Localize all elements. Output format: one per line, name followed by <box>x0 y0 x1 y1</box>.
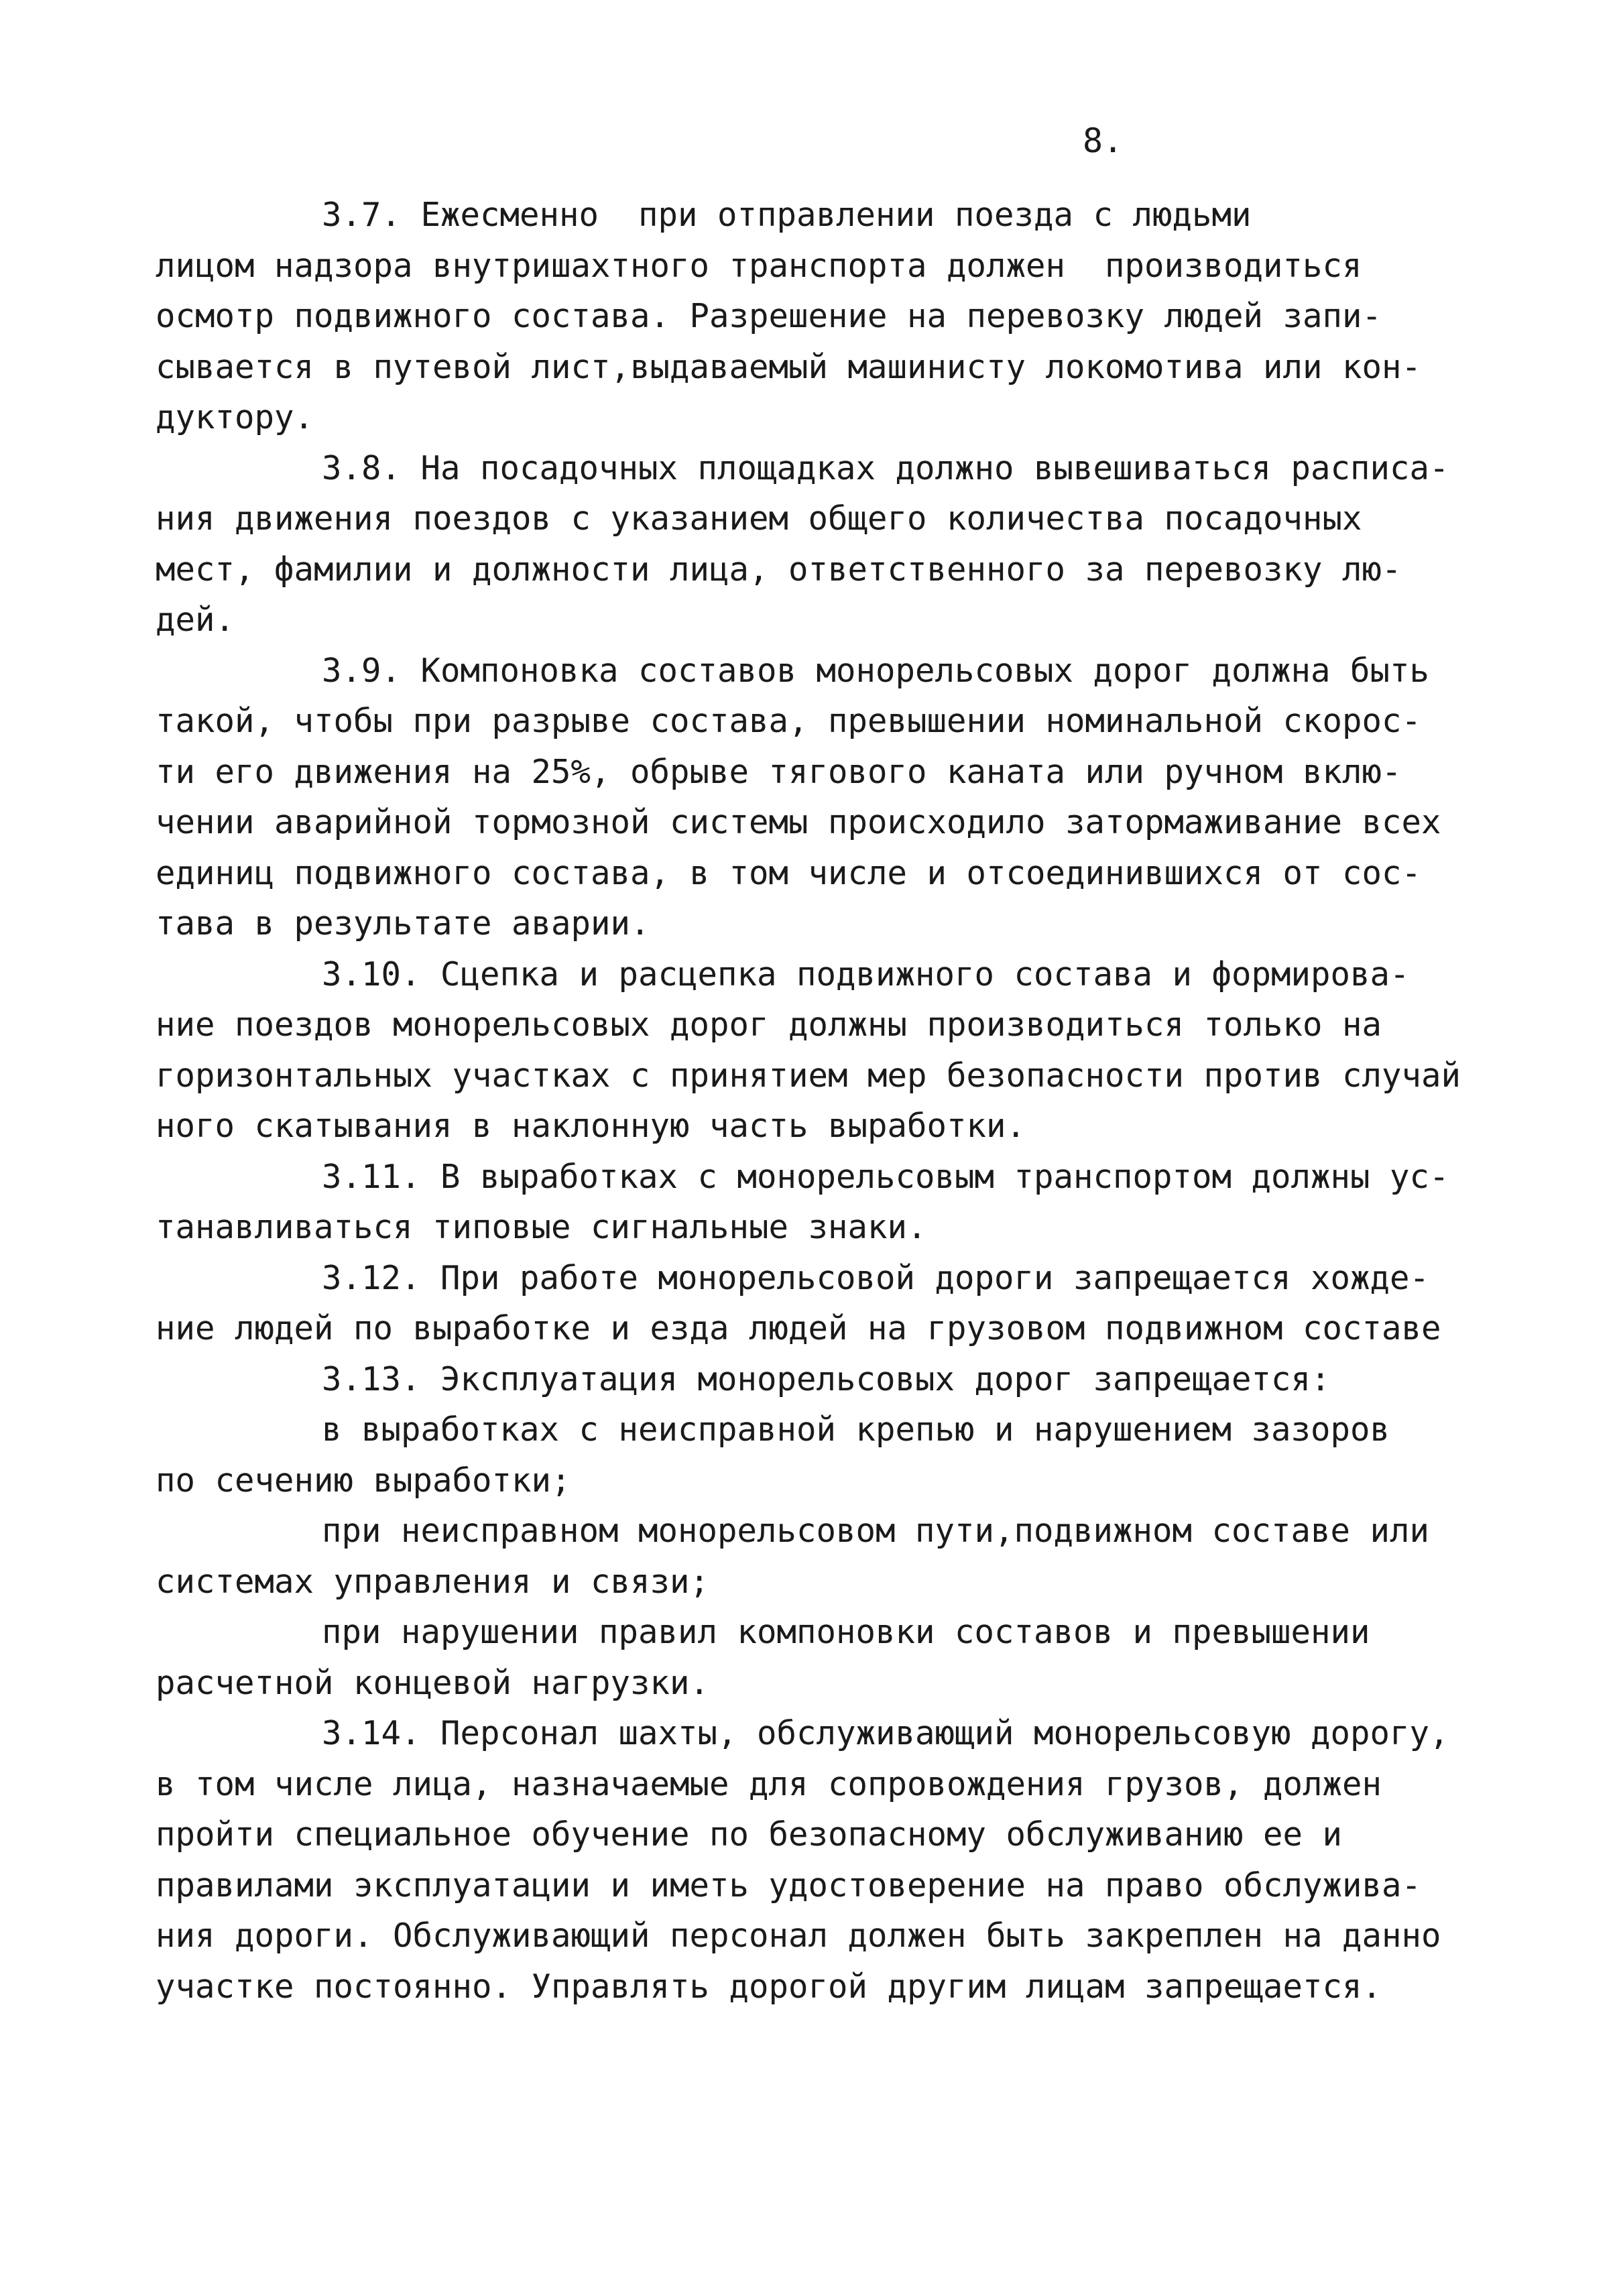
text-line: при нарушении правил компоновки составов и превышении <box>322 1613 1370 1651</box>
text-line: осмотр подвижного состава. Разрешение на перевозку людей запи- <box>156 297 1382 335</box>
text-line: ния движения поездов с указанием общего количества посадочных <box>156 499 1362 538</box>
text-line: при неисправном монорельсовом пути,подвижном составе или <box>322 1512 1430 1550</box>
text-line: тава в результате аварии. <box>156 904 650 943</box>
text-line: 3.11. В выработках с монорельсовым транспортом должны ус- <box>322 1157 1449 1196</box>
page-number: 8. <box>1083 121 1124 160</box>
text-line: в том числе лица, назначаемые для сопровождения грузов, должен <box>156 1764 1382 1803</box>
text-line: в выработках с неисправной крепью и нарушением зазоров <box>322 1410 1390 1449</box>
text-line: лицом надзора внутришахтного транспорта должен производиться <box>156 246 1362 285</box>
text-line: 3.8. На посадочных площадках должно вывешиваться расписа- <box>322 448 1449 487</box>
text-line: пройти специальное обучение по безопасному обслуживанию ее и <box>156 1815 1343 1854</box>
text-line: 3.12. При работе монорельсовой дороги запрещается хожде- <box>322 1258 1430 1297</box>
text-line: ния дороги. Обслуживающий персонал должен быть закреплен на данно <box>156 1917 1441 1955</box>
text-line: ние поездов монорельсовых дорог должны производиться только на <box>156 1006 1382 1044</box>
text-line: ного скатывания в наклонную часть выработки. <box>156 1107 1026 1145</box>
text-line: по сечению выработки; <box>156 1461 571 1500</box>
text-line: 3.14. Персонал шахты, обслуживающий монорельсовую дорогу, <box>322 1714 1449 1752</box>
text-line: 3.13. Эксплуатация монорельсовых дорог запрещается: <box>322 1360 1331 1398</box>
text-line: единиц подвижного состава, в том числе и отсоединившихся от сос- <box>156 853 1422 892</box>
body-text <box>156 190 1523 2012</box>
text-line: участке постоянно. Управлять дорогой другим лицам запрещается. <box>156 1967 1382 2006</box>
text-line: расчетной концевой нагрузки. <box>156 1663 710 1702</box>
text-line: горизонтальных участках с принятием мер безопасности против случай <box>156 1056 1461 1095</box>
text-line: 3.7. Ежесменно при отправлении поезда с людьми <box>322 196 1252 234</box>
text-line: 3.9. Компоновка составов монорельсовых дорог должна быть <box>322 651 1430 690</box>
text-line: чении аварийной тормозной системы происходило затормаживание всех <box>156 803 1441 841</box>
text-line: 3.10. Сцепка и расцепка подвижного состава и формирова- <box>322 955 1410 993</box>
text-line: ние людей по выработке и езда людей на грузовом подвижном составе <box>156 1309 1441 1347</box>
text-line: системах управления и связи; <box>156 1562 710 1601</box>
text-line: сывается в путевой лист,выдаваемый машинисту локомотива или кон- <box>156 347 1422 386</box>
text-line: танавливаться типовые сигнальные знаки. <box>156 1208 927 1246</box>
text-line: мест, фамилии и должности лица, ответственного за перевозку лю- <box>156 550 1402 589</box>
text-line: дей. <box>156 601 235 639</box>
text-line: ти его движения на 25%, обрыве тягового каната или ручном вклю- <box>156 752 1402 791</box>
text-line: такой, чтобы при разрыве состава, превышении номинальной скорос- <box>156 702 1422 740</box>
text-line: правилами эксплуатации и иметь удостоверение на право обслужива- <box>156 1866 1422 1905</box>
text-line: дуктору. <box>156 398 314 436</box>
